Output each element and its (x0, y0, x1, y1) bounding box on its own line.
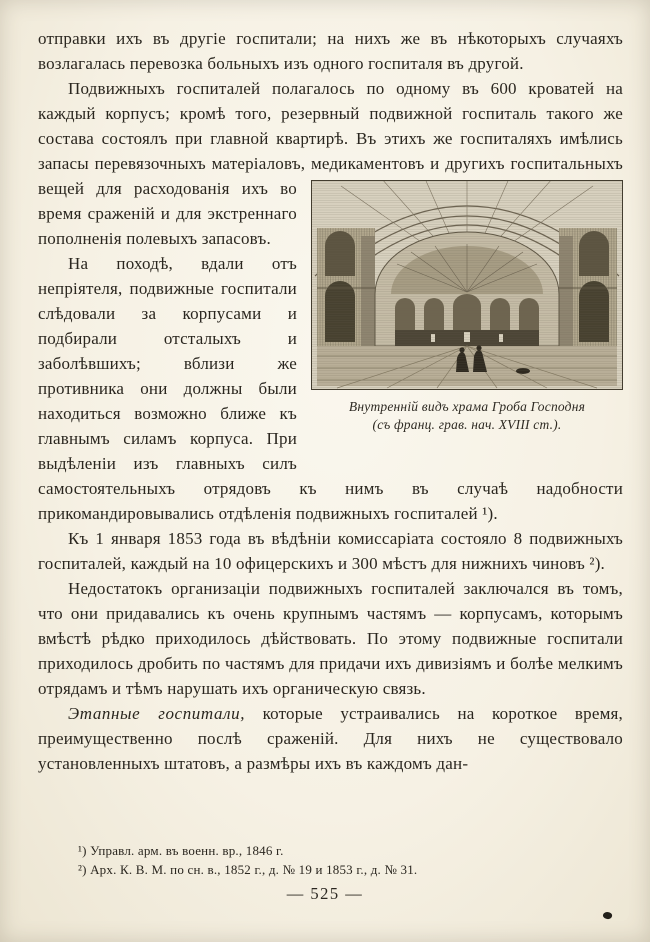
figure-caption-line2: (съ франц. грав. нач. XVIII ст.). (372, 416, 562, 432)
figure-caption (311, 398, 623, 433)
figure-church-interior (311, 180, 623, 433)
paragraph-text: На походѣ, вдали отъ непріятеля, подвижные госпитали слѣдовали за корпусами и подбирали отсталыхъ и заболѣвшихъ; вблизи же противника они должны были находиться возможно ближе къ главнымъ силамъ корпуса. При выдѣленіи изъ главныхъ силъ самостоятельныхъ отрядовъ къ нимъ въ случаѣ надобности прикомандировывались отдѣленія подвижныхъ госпиталей ¹). (38, 254, 623, 523)
paragraph-continuation (38, 26, 623, 76)
footnote-2: ²) Арх. К. В. М. по сн. в., 1852 г., д. № 19 и 1853 г., д. № 31. (78, 862, 418, 877)
figure-caption-line1: Внутренній видъ храма Гроба Господня (348, 399, 586, 414)
footnotes (78, 841, 620, 879)
paragraph-text: которые устраивались на короткое время, преимущественно послѣ сраженій. Для нихъ не существовало установленныхъ штатовъ, а размѣры ихъ въ каждомъ дан- (38, 704, 624, 773)
paragraph-january-1853 (38, 526, 623, 576)
paragraph-text: Подвижныхъ госпиталей полагалось по одному въ 600 кроватей на каждый корпусъ; кромѣ того, резервный подвижной госпиталь такого же состава состоялъ при главной квартирѣ. Въ этихъ же госпиталяхъ имѣлись запасы перевязочныхъ матеріаловъ, медикаментовъ и другихъ госпитальныхъ вещей для (38, 79, 623, 198)
page-number: — 525 — (286, 884, 364, 903)
footnote-1: ¹) Управл. арм. въ военн. вр., 1846 г. (78, 843, 284, 858)
paragraph-text: отправки ихъ въ другіе госпитали; на нихъ же въ нѣкоторыхъ случаяхъ возлагалась перевозка больныхъ изъ одного госпиталя въ другой. (38, 29, 623, 73)
paragraph-text: Недостатокъ организаціи подвижныхъ госпиталей заключался въ томъ, что они придавались къ очень крупнымъ частямъ — корпусамъ, которымъ вмѣстѣ рѣдко приходилось дѣйствовать. По этому подвижные госпитали приходилось дробить по частямъ для придачи ихъ дивизіямъ и болѣе мелкимъ отрядамъ и тѣмъ нарушать ихъ органическую связь. (38, 579, 623, 698)
paragraph-text: расходованія ихъ во время сраженій и для экстреннаго пополненія полевыхъ запасовъ. (38, 179, 297, 248)
paragraph-stage-hospitals (38, 701, 623, 776)
paragraph-organization-flaw (38, 576, 623, 701)
paragraph-text: Къ 1 января 1853 года въ вѣдѣніи комиссаріата состояло 8 подвижныхъ госпиталей, каждый на 10 офицерскихъ и 300 мѣстъ для нижнихъ чиновъ ²). (38, 529, 623, 573)
ink-speck (602, 911, 613, 920)
paragraph-lead-italic: Этапные госпитали, (68, 704, 246, 723)
church-interior-engraving (311, 180, 623, 390)
